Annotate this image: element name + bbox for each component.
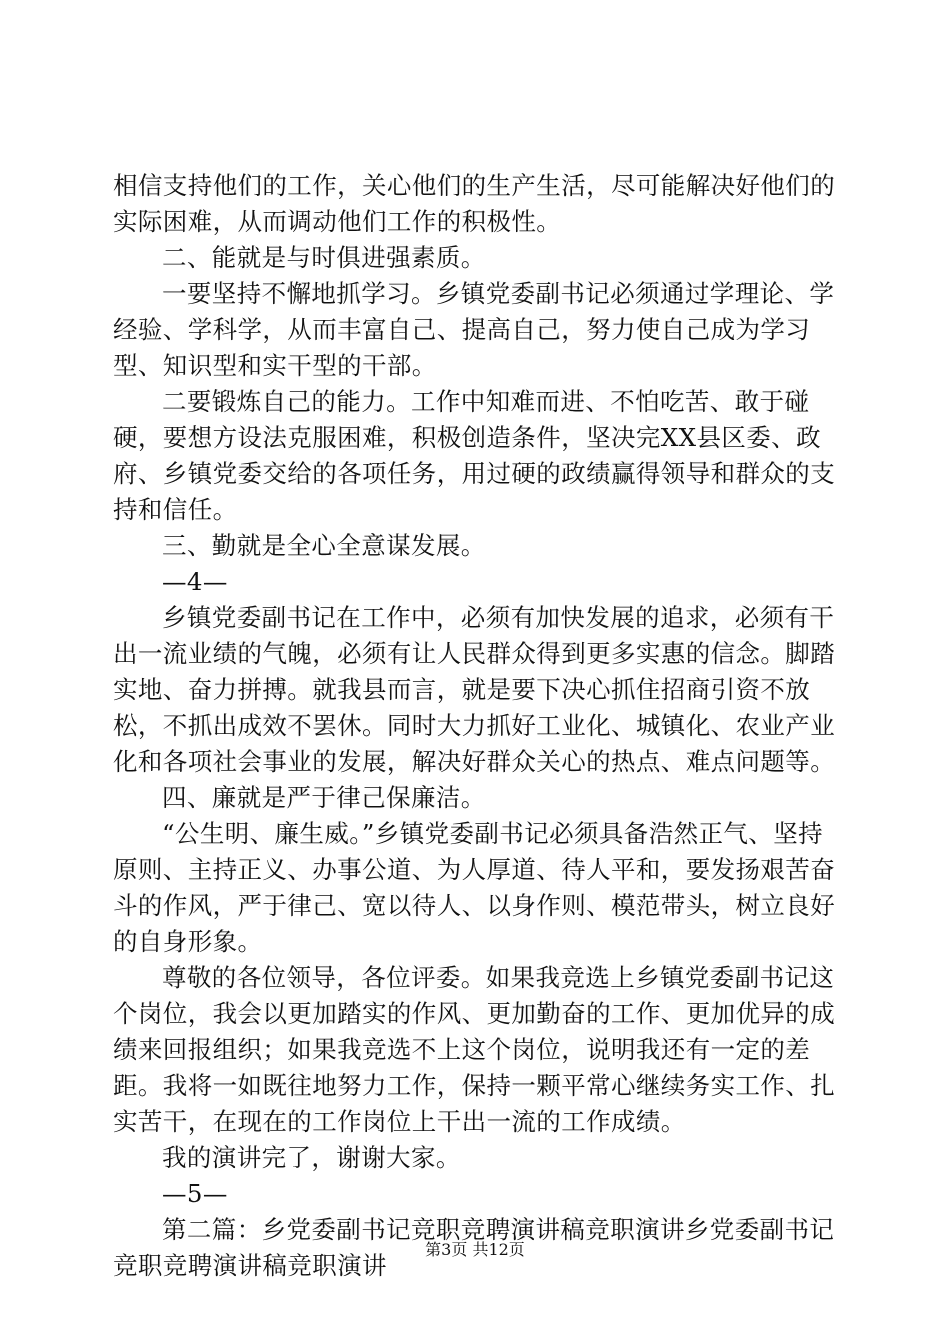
page-marker: —5—: [162, 1179, 228, 1208]
paragraph: 二要锻炼自己的能力。工作中知难而进、不怕吃苦、敢于碰硬，要想方设法克服困难，积极创造条件，坚决完XX县区委、政府、乡镇党委交给的各项任务，用过硬的政绩赢得领导和群众的支持和信任。: [113, 387, 836, 524]
page-number: 第3页 共12页: [425, 1240, 525, 1259]
paragraph: “公生明、廉生威。”乡镇党委副书记必须具备浩然正气、坚持原则、主持正义、办事公道、为人厚道、待人平和，要发扬艰苦奋斗的作风，严于律己、宽以待人、以身作则、模范带头，树立良好的自身形象。: [113, 819, 836, 956]
page-footer: [0, 1240, 950, 1260]
paragraph: 一要坚持不懈地抓学习。乡镇党委副书记必须通过学理论、学经验、学科学，从而丰富自己、提高自己，努力使自己成为学习型、知识型和实干型的干部。: [113, 279, 835, 380]
paragraph: 我的演讲完了，谢谢大家。: [162, 1143, 461, 1172]
document-body: [113, 168, 843, 1284]
paragraph: 乡镇党委副书记在工作中，必须有加快发展的追求，必须有干出一流业绩的气魄，必须有让人民群众得到更多实惠的信念。脚踏实地、奋力拼搏。就我县而言，就是要下决心抓住招商引资不放松，不抓出成效不罢休。同时大力抓好工业化、城镇化、农业产业化和各项社会事业的发展，解决好群众关心的热点、难点问题等。: [113, 603, 836, 776]
section-heading: 三、勤就是全心全意谋发展。: [162, 531, 486, 560]
section-title: 第二篇：乡党委副书记竞职竞聘演讲稿竞职演讲乡党委副书记竞职竞聘演讲稿竞职演讲: [113, 1215, 835, 1280]
paragraph: 相信支持他们的工作，关心他们的生产生活，尽可能解决好他们的实际困难，从而调动他们工作的积极性。: [113, 171, 836, 236]
page-marker: —4—: [162, 567, 228, 596]
section-heading: 四、廉就是严于律己保廉洁。: [162, 783, 486, 812]
section-heading: 二、能就是与时俱进强素质。: [162, 243, 486, 272]
paragraph: 尊敬的各位领导，各位评委。如果我竞选上乡镇党委副书记这个岗位，我会以更加踏实的作风、更加勤奋的工作、更加优异的成绩来回报组织；如果我竞选不上这个岗位，说明我还有一定的差距。我将一如既往地努力工作，保持一颗平常心继续务实工作、扎实苦干，在现在的工作岗位上干出一流的工作成绩。: [113, 963, 836, 1136]
